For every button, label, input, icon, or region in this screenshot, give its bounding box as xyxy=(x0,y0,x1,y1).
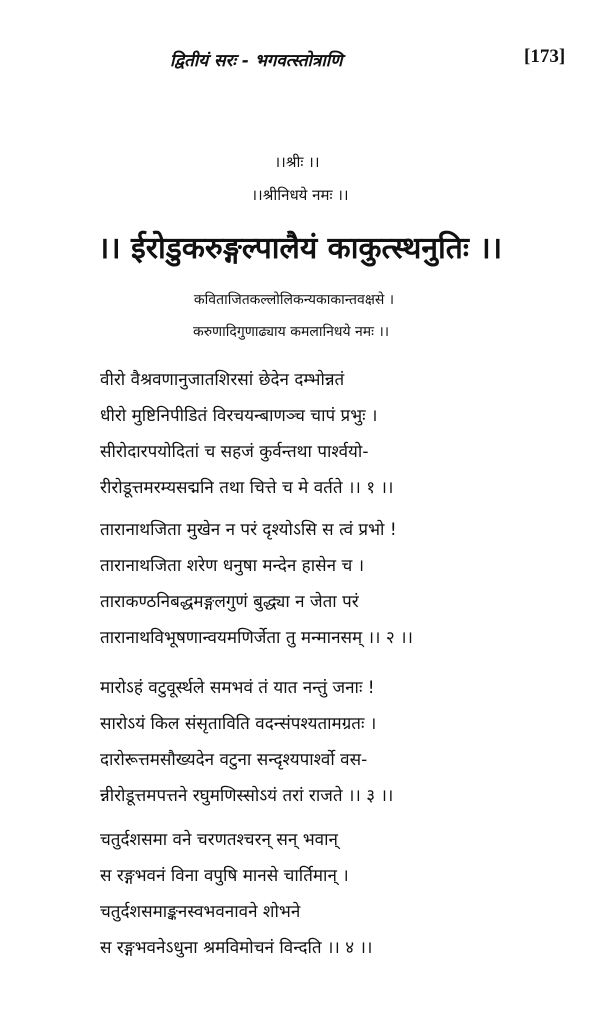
verse-line: तारानाथविभूषणान्वयमणिर्जेता तु मन्मानसम् ।। २ ।। xyxy=(100,628,413,648)
verse-3 xyxy=(100,670,580,814)
verse-line: तारानाथजिता मुखेन न परं दृश्योऽसि स त्वं प्रभो ! xyxy=(100,520,397,540)
verse-line: धीरो मुष्टिनिपीडितं विरचयन्बाणञ्च चापं प्रभुः । xyxy=(100,406,378,426)
verse-line: मारोऽहं वटुवूर्स्थले समभवं तं यात नन्तुं जनाः ! xyxy=(100,678,375,698)
verse-line: स रङ्गभवनेऽधुना श्रमविमोचनं विन्दति ।। ४ ।। xyxy=(100,938,373,958)
verse-line: दारोरूत्तमसौख्यदेन वटुना सन्दृश्यपार्श्वो वस- xyxy=(100,750,368,770)
verse-line: तारानाथजिता शरेण धनुषा मन्देन हासेन च । xyxy=(100,556,365,576)
verse-2 xyxy=(100,512,580,656)
verse-line: स रङ्गभवनं विना वपुषि मानसे चार्तिमान् । xyxy=(100,866,349,886)
verse-line: चतुर्दशसमा वने चरणतश्चरन् सन् भवान् xyxy=(100,830,338,850)
verse-line: सीरोदारपयोदितां च सहजं कुर्वन्तथा पार्श्वयो- xyxy=(100,442,369,462)
verse-line: सारोऽयं किल संसृताविति वदन्संपश्यतामग्रतः । xyxy=(100,714,377,734)
verse-line: वीरो वैश्रवणानुजातशिरसां छेदेन दम्भोन्नतं xyxy=(100,370,345,390)
verse-line: चतुर्दशसमाङ्कनस्वभवनावने शोभने xyxy=(100,902,301,922)
verse-line: ताराकण्ठनिबद्धमङ्गलगुणं बुद्ध्या न जेता परं xyxy=(100,592,359,612)
running-header-title: द्वितीयं सरः - भगवत्स्तोत्राणि xyxy=(170,51,343,71)
verse-line: रीरोडूत्तमरम्यसद्मनि तथा चित्ते च मे वर्तते ।। १ ।। xyxy=(100,478,394,498)
invocation-line: ।।श्रीनिधये नमः ।। xyxy=(251,186,349,204)
dedication-line: कविताजितकल्लोलिकन्यकाकान्तवक्षसे । xyxy=(193,292,395,308)
hymn-title: ।। ईरोडुकरुङ्गल्पालैयं काकुत्स्थनुतिः ।। xyxy=(97,231,503,266)
dedication-line: करुणादिगुणाढ्याय कमलानिधये नमः ।। xyxy=(192,324,390,340)
invocation-line: ।।श्रीः ।। xyxy=(274,153,320,171)
page-number: [173] xyxy=(524,46,566,67)
verse-4 xyxy=(100,822,580,966)
verse-1 xyxy=(100,362,580,506)
verse-line: न्नीरोडूत्तमपत्तने रघुमणिस्सोऽयं तरां राजते ।। ३ ।। xyxy=(100,786,394,806)
